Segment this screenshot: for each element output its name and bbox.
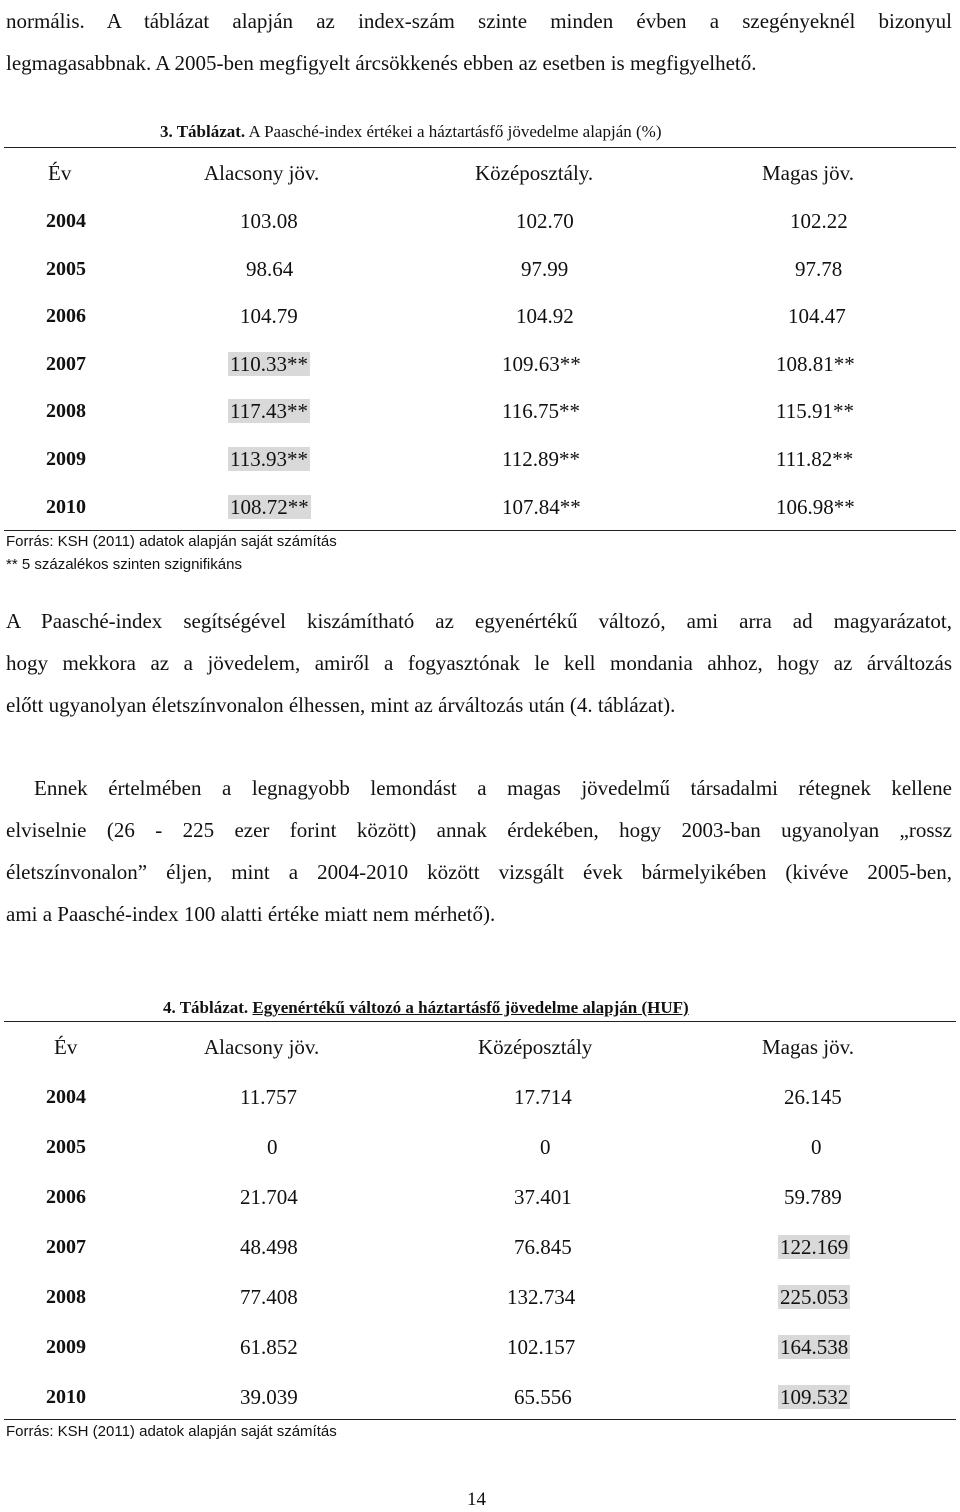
- table3-high: 102.22: [790, 209, 848, 233]
- table3-year: 2006: [46, 305, 86, 327]
- table3-header-low: Alacsony jöv.: [204, 161, 320, 185]
- table4-mid: 65.556: [514, 1385, 572, 1409]
- page-number: 14: [467, 1489, 486, 1510]
- table3-year: 2004: [46, 210, 86, 232]
- table4-mid: 132.734: [507, 1285, 576, 1309]
- table3-header-year: Év: [48, 161, 72, 185]
- table3-year: 2009: [46, 448, 86, 470]
- table4-header-high: Magas jöv.: [762, 1035, 854, 1059]
- table4-bottom-rule: [4, 1419, 956, 1420]
- paragraph-line: Ennek értelmében a legnagyobb lemondást a magas jövedelmű társadalmi rétegnek kellene: [34, 776, 952, 800]
- table4-year: 2008: [46, 1286, 86, 1308]
- table3-low: [230, 398, 310, 424]
- table3-mid: 97.99: [521, 257, 569, 281]
- table4-header-low: Alacsony jöv.: [204, 1035, 320, 1059]
- intro-paragraph: [6, 0, 952, 84]
- table3-low-highlight: 113.93**: [230, 447, 308, 471]
- table4-low: 0: [267, 1135, 278, 1159]
- table4-low: 21.704: [240, 1185, 298, 1209]
- table3-high: 108.81**: [776, 352, 855, 376]
- table3-mid: 116.75**: [502, 399, 580, 423]
- table3-low-highlight: 108.72**: [230, 495, 309, 519]
- table4-high: 0: [811, 1135, 822, 1159]
- table3-mid: 102.70: [516, 209, 574, 233]
- table3-low: [230, 446, 310, 472]
- table4-year: 2006: [46, 1186, 86, 1208]
- paragraph-conclusion: [6, 767, 952, 935]
- table3-low: [230, 351, 310, 377]
- table4-high-highlight: 122.169: [780, 1235, 849, 1259]
- table4-high: [780, 1284, 850, 1310]
- table3-caption-label: 3. Táblázat.: [160, 122, 246, 141]
- paragraph-equivalent-variation: [6, 600, 952, 726]
- table3-high: 97.78: [795, 257, 843, 281]
- table3-mid: 109.63**: [502, 352, 581, 376]
- paragraph-line: hogy mekkora az a jövedelem, amiről a fogyasztónak le kell mondania ahhoz, hogy az árváltozás: [6, 651, 952, 675]
- table4-low: 11.757: [240, 1085, 297, 1109]
- table3-high: 111.82**: [776, 447, 854, 471]
- table4-mid: 17.714: [514, 1085, 572, 1109]
- table4-top-rule: [4, 1021, 956, 1022]
- paragraph-line: előtt ugyanolyan életszínvonalon élhessen, mint az árváltozás után (4. táblázat).: [6, 693, 676, 717]
- table3-high: 104.47: [788, 304, 846, 328]
- table3-bottom-rule: [4, 530, 956, 531]
- table4-high: [780, 1234, 850, 1260]
- intro-line: normális. A táblázat alapján az index-szám szinte minden évben a szegényeknél bizonyul: [6, 9, 952, 33]
- table3-low: 98.64: [246, 257, 294, 281]
- table4-mid: 0: [540, 1135, 551, 1159]
- table4-high: 26.145: [784, 1085, 842, 1109]
- table3-header-mid: Középosztály.: [475, 161, 594, 185]
- table3-high: 115.91**: [776, 399, 854, 423]
- table3-footnote: ** 5 százalékos szinten szignifikáns: [6, 556, 242, 573]
- table4-high-highlight: 225.053: [780, 1285, 849, 1309]
- table4-low: 61.852: [240, 1335, 298, 1359]
- table4-high-highlight: 164.538: [780, 1335, 849, 1359]
- table3-year: 2010: [46, 496, 86, 518]
- table4-header-year: Év: [54, 1035, 78, 1059]
- table3-year: 2005: [46, 258, 86, 280]
- table3-caption: [160, 122, 661, 142]
- table3-caption-text: A Paasché-index értékei a háztartásfő jövedelme alapján (%): [248, 122, 662, 141]
- table4-header-mid: Középosztály: [478, 1035, 593, 1059]
- table3-header-high: Magas jöv.: [762, 161, 854, 185]
- table4-low: 77.408: [240, 1285, 298, 1309]
- table4-high: 59.789: [784, 1185, 842, 1209]
- table4-high-highlight: 109.532: [780, 1385, 849, 1409]
- table3-mid: 112.89**: [502, 447, 580, 471]
- table3-source: Forrás: KSH (2011) adatok alapján saját számítás: [6, 533, 337, 550]
- table3-low-highlight: 110.33**: [230, 352, 308, 376]
- table4-caption-text: Egyenértékű változó a háztartásfő jövedelme alapján (HUF): [252, 998, 689, 1017]
- table4-low: 48.498: [240, 1235, 298, 1259]
- table3-high: 106.98**: [776, 495, 855, 519]
- table3-year: 2008: [46, 400, 86, 422]
- table3-mid: 107.84**: [502, 495, 581, 519]
- table4-caption: [163, 998, 689, 1018]
- table4-high: [780, 1334, 850, 1360]
- table4-mid: 76.845: [514, 1235, 572, 1259]
- table3-low: [230, 494, 311, 520]
- table3-top-rule: [4, 147, 956, 148]
- table3-low: 103.08: [240, 209, 298, 233]
- table4-year: 2004: [46, 1086, 86, 1108]
- table3-low: 104.79: [240, 304, 298, 328]
- table4-high: [780, 1384, 850, 1410]
- table4-year: 2007: [46, 1236, 86, 1258]
- table3-mid: 104.92: [516, 304, 574, 328]
- table3-year: 2007: [46, 353, 86, 375]
- table4-mid: 102.157: [507, 1335, 576, 1359]
- paragraph-line: életszínvonalon” éljen, mint a 2004-2010 között vizsgált évek bármelyikében (kivéve 2005-ben,: [6, 860, 952, 884]
- paragraph-line: elviselnie (26 - 225 ezer forint között) annak érdekében, hogy 2003-ban ugyanolyan „rossz: [6, 818, 952, 842]
- table4-low: 39.039: [240, 1385, 298, 1409]
- table4-mid: 37.401: [514, 1185, 572, 1209]
- table4-caption-label: 4. Táblázat.: [163, 998, 249, 1017]
- table4-year: 2009: [46, 1336, 86, 1358]
- paragraph-line: A Paasché-index segítségével kiszámítható az egyenértékű változó, ami arra ad magyarázatot,: [6, 609, 952, 633]
- intro-line: legmagasabbnak. A 2005-ben megfigyelt árcsökkenés ebben az esetben is megfigyelhető.: [6, 51, 757, 75]
- table3-low-highlight: 117.43**: [230, 399, 308, 423]
- table4-year: 2005: [46, 1136, 86, 1158]
- table4-year: 2010: [46, 1386, 86, 1408]
- paragraph-line: ami a Paasché-index 100 alatti értéke miatt nem mérhető).: [6, 902, 496, 926]
- table4-source: Forrás: KSH (2011) adatok alapján saját számítás: [6, 1423, 337, 1440]
